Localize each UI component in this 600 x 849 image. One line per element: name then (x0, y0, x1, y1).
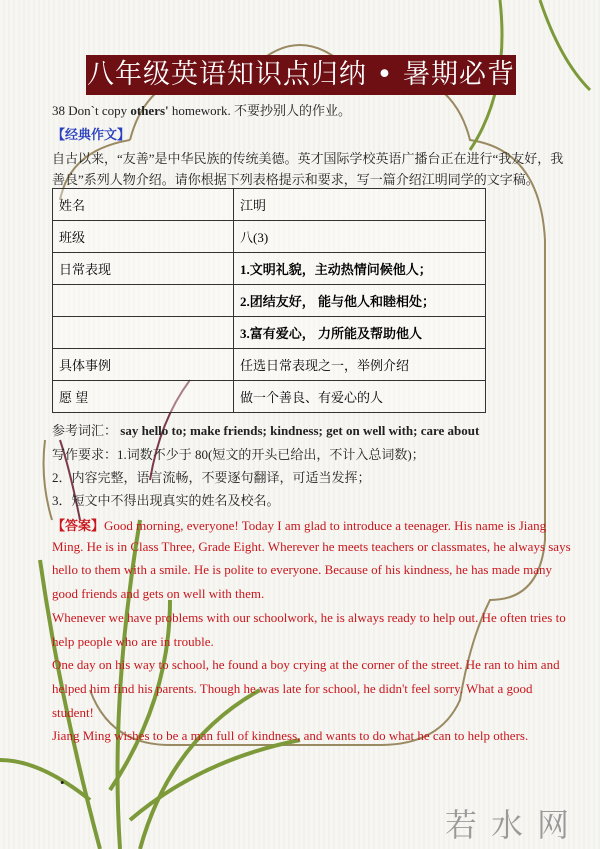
watermark-logo: 若水网 (445, 806, 584, 844)
answer-label: 【答案】 (52, 518, 105, 533)
text: homework. 不要抄别人的作业。 (168, 103, 351, 118)
answer-line (52, 634, 214, 650)
label-cell: 愿 望 (53, 381, 234, 413)
vocab-label: 参考词汇： (52, 423, 118, 438)
table-row (53, 285, 486, 317)
value-cell: 3.富有爱心， 力所能及帮助他人 (234, 317, 486, 349)
value-cell: 做一个善良、有爱心的人 (234, 381, 486, 413)
label-cell (53, 317, 234, 349)
answer-line (52, 705, 94, 721)
answer-line (52, 586, 264, 602)
value-cell: 1.文明礼貌，主动热情问候他人； (234, 253, 486, 285)
label-cell (53, 285, 234, 317)
bold-text: others' (130, 103, 169, 118)
table-row (53, 253, 486, 285)
answer-line (52, 562, 552, 578)
label-cell: 日常表现 (53, 253, 234, 285)
bullet: • (60, 775, 65, 790)
vocab-words: say hello to; make friends; kindness; get on well with; care about (120, 423, 480, 438)
table-row (53, 349, 486, 381)
table-row (53, 381, 486, 413)
answer-text: Jiang Ming wishes to be a man full of kindness, and wants to do what he can to help others. (52, 728, 529, 744)
answer-line (52, 657, 560, 673)
item-38 (52, 100, 351, 119)
answer-line (52, 539, 571, 555)
value-cell: 八(3) (234, 221, 486, 253)
page-title: 八年级英语知识点归纳 • 暑期必背 (86, 55, 516, 95)
section-heading: 【经典作文】 (52, 127, 131, 142)
label-cell: 姓名 (53, 189, 234, 221)
answer-text: help people who are in trouble. (52, 633, 214, 649)
answer-line (52, 515, 546, 534)
table-row (53, 317, 486, 349)
table-row (53, 189, 486, 221)
requirement: 3．短文中不得出现真实的姓名及校名。 (52, 493, 280, 508)
answer-text: hello to them with a smile. He is polite to everyone. Because of his kindness, he has made many (52, 562, 553, 578)
answer-text: student! (52, 704, 94, 720)
label-cell: 具体事例 (53, 349, 234, 381)
text: 38 Don`t copy (52, 103, 131, 118)
info-table (52, 188, 486, 413)
requirement: 2．内容完整，语言流畅，不要逐句翻译，可适当发挥； (52, 470, 371, 485)
prompt-line: 善良”系列人物介绍。请你根据下列表格提示和要求，写一篇介绍江明同学的文字稿。 (52, 172, 539, 187)
answer-text: good friends and gets on well with them. (52, 586, 265, 602)
answer-text: Good morning, everyone! Today I am glad to introduce a teenager. His name is Jiang (104, 518, 547, 533)
answer-line (52, 610, 566, 626)
answer-line (52, 681, 532, 697)
answer-line (52, 728, 528, 744)
value-cell: 江明 (234, 189, 486, 221)
label-cell: 班级 (53, 221, 234, 253)
answer-text: One day on his way to school, he found a boy crying at the corner of the street. He ran to him and (52, 657, 560, 673)
answer-text: Whenever we have problems with our schoolwork, he is always ready to help out. He often tries to (52, 609, 566, 625)
requirement: 写作要求：1.词数不少于 80(短文的开头已给出，不计入总词数)； (52, 447, 425, 462)
value-cell: 2.团结友好， 能与他人和睦相处； (234, 285, 486, 317)
answer-text: Ming. He is in Class Three, Grade Eight. Wherever he meets teachers or classmates, he always says (52, 538, 571, 554)
table-row (53, 221, 486, 253)
value-cell: 任选日常表现之一，举例介绍 (234, 349, 486, 381)
answer-text: helped him find his parents. Though he was late for school, he didn't feel sorry. What a good (52, 680, 533, 696)
vocab-line (52, 420, 479, 439)
prompt-line: 自古以来，“友善”是中华民族的传统美德。英才国际学校英语广播台正在进行“我友好，我 (52, 151, 564, 166)
